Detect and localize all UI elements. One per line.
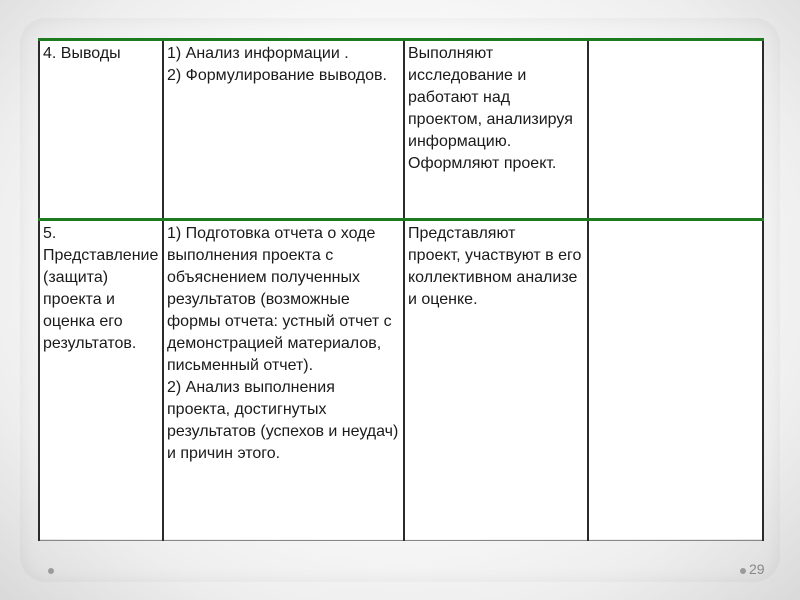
student-activity-text: Представляют проект, участвуют в его коллективном анализе и оценке. [408,225,582,308]
teacher-activity-cell [163,40,404,220]
student-activity-cell [404,220,588,541]
footer-bullet-right-icon [740,568,746,574]
teacher-activity-cell [163,220,404,541]
empty-cell [588,220,763,541]
empty-cell [588,40,763,220]
stage-text: 5. Представление (защита) проекта и оценка его результатов. [43,225,159,352]
footer-bullet-left-icon [48,568,54,574]
teacher-activity-text: 1) Анализ информации . 2) Формулирование выводов. [167,45,387,84]
student-activity-cell [404,40,588,220]
student-activity-text: Выполняют исследование и работают над проектом, анализируя информацию. Оформляют проект. [408,45,573,172]
stage-cell [39,40,163,220]
slide-table-container [38,38,762,539]
stage-text: 4. Выводы [43,45,121,62]
page-number: 29 [749,561,765,577]
teacher-activity-text: 1) Подготовка отчета о ходе выполнения проекта с объяснением полученных результатов (возможные формы отчета: устный отчет с демонстрацией материалов, письменный отчет). 2) Анализ выполнения проекта, достигнутых результатов (успехов и неудач) и причин этого. [167,225,399,462]
table-row-stage-4 [39,40,763,220]
stage-cell [39,220,163,541]
table-row-stage-5 [39,220,763,541]
stages-table [38,38,764,541]
